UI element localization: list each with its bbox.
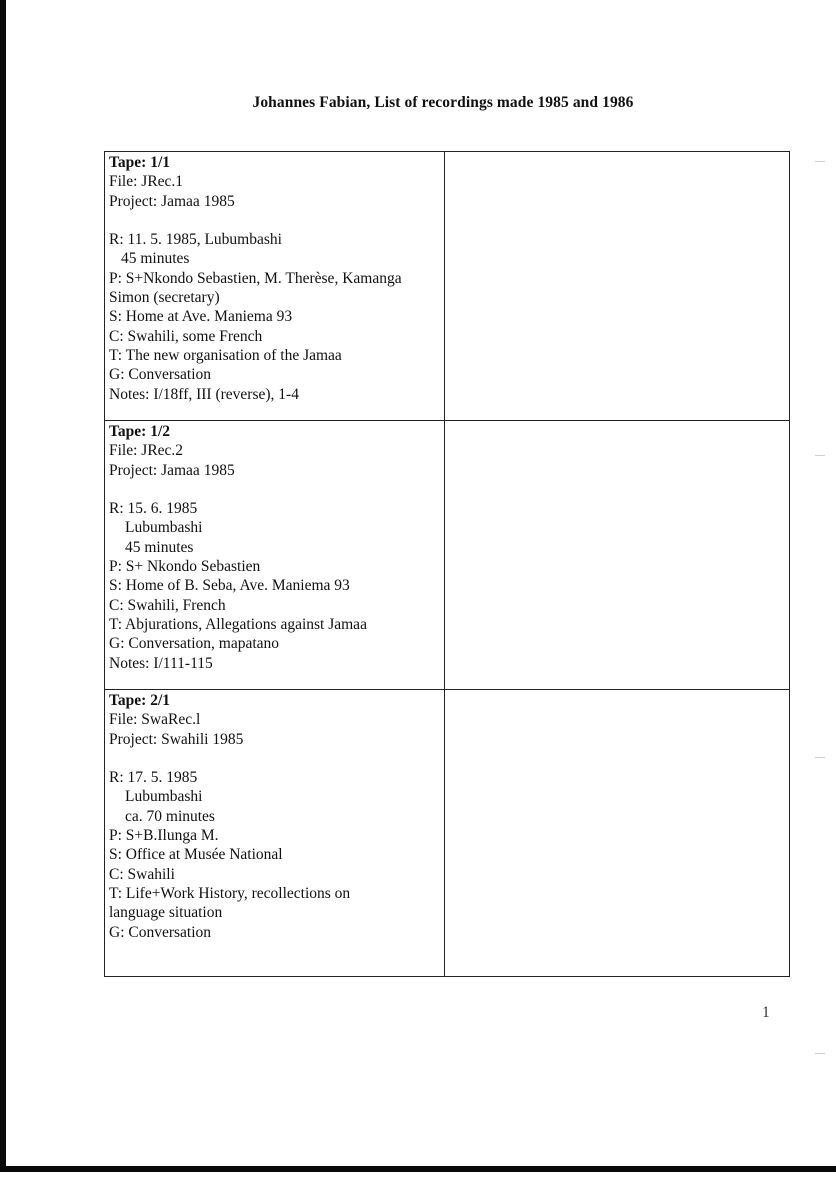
recording-entry bbox=[105, 421, 445, 690]
participants-continued: Simon (secretary) bbox=[109, 289, 220, 307]
tape-label: Tape: 2/1 bbox=[109, 692, 171, 709]
place: Lubumbashi bbox=[125, 519, 203, 537]
empty-cell bbox=[445, 690, 790, 977]
topic: T: The new organisation of the Jamaa bbox=[109, 346, 342, 364]
recording-row bbox=[105, 421, 790, 690]
recordings-table bbox=[104, 151, 790, 977]
setting: S: Home at Ave. Maniema 93 bbox=[109, 308, 293, 326]
scan-speck bbox=[815, 161, 825, 162]
language-code: C: Swahili, French bbox=[109, 596, 226, 614]
participants: P: S+B.Ilunga M. bbox=[109, 827, 219, 845]
duration: ca. 70 minutes bbox=[125, 807, 215, 825]
file-label: File: JRec.2 bbox=[109, 442, 184, 460]
duration: 45 minutes bbox=[125, 538, 194, 556]
document-title: Johannes Fabian, List of recordings made 1985 and 1986 bbox=[252, 94, 634, 111]
topic: T: Abjurations, Allegations against Jamaa bbox=[109, 615, 367, 633]
place: Lubumbashi bbox=[125, 788, 203, 806]
recorded-date: R: 11. 5. 1985, Lubumbashi bbox=[109, 231, 282, 249]
scan-edge-bottom bbox=[0, 1166, 836, 1172]
language-code: C: Swahili bbox=[109, 865, 175, 883]
scan-speck bbox=[815, 757, 825, 758]
notes: Notes: I/18ff, III (reverse), 1-4 bbox=[109, 385, 299, 403]
topic: T: Life+Work History, recollections on bbox=[109, 884, 351, 902]
project-label: Project: Swahili 1985 bbox=[109, 730, 244, 748]
recording-entry bbox=[105, 152, 445, 421]
participants: P: S+ Nkondo Sebastien bbox=[109, 558, 261, 576]
file-label: File: SwaRec.l bbox=[109, 711, 201, 729]
tape-label: Tape: 1/1 bbox=[109, 154, 171, 171]
notes: Notes: I/111-115 bbox=[109, 654, 213, 672]
spacer bbox=[109, 211, 440, 230]
recording-row bbox=[105, 690, 790, 977]
recording-entry bbox=[105, 690, 445, 977]
page-number: 1 bbox=[762, 1004, 770, 1021]
recorded-date: R: 15. 6. 1985 bbox=[109, 500, 198, 518]
empty-cell bbox=[445, 152, 790, 421]
participants: P: S+Nkondo Sebastien, M. Therèse, Kamanga bbox=[109, 269, 402, 287]
genre: G: Conversation, mapatano bbox=[109, 635, 280, 653]
genre: G: Conversation bbox=[109, 923, 212, 941]
topic-continued: language situation bbox=[109, 904, 223, 922]
setting: S: Office at Musée National bbox=[109, 846, 283, 864]
setting: S: Home of B. Seba, Ave. Maniema 93 bbox=[109, 577, 350, 595]
scan-speck bbox=[815, 455, 825, 456]
spacer bbox=[109, 480, 440, 499]
recording-row bbox=[105, 152, 790, 421]
recorded-date: R: 17. 5. 1985 bbox=[109, 769, 198, 787]
spacer bbox=[109, 749, 440, 768]
genre: G: Conversation bbox=[109, 366, 212, 384]
scan-speck bbox=[815, 1053, 825, 1054]
duration: 45 minutes bbox=[121, 250, 190, 268]
empty-cell bbox=[445, 421, 790, 690]
file-label: File: JRec.1 bbox=[109, 173, 184, 191]
scan-edge-left bbox=[0, 0, 6, 1170]
project-label: Project: Jamaa 1985 bbox=[109, 192, 235, 210]
language-code: C: Swahili, some French bbox=[109, 327, 263, 345]
project-label: Project: Jamaa 1985 bbox=[109, 461, 235, 479]
tape-label: Tape: 1/2 bbox=[109, 423, 171, 440]
